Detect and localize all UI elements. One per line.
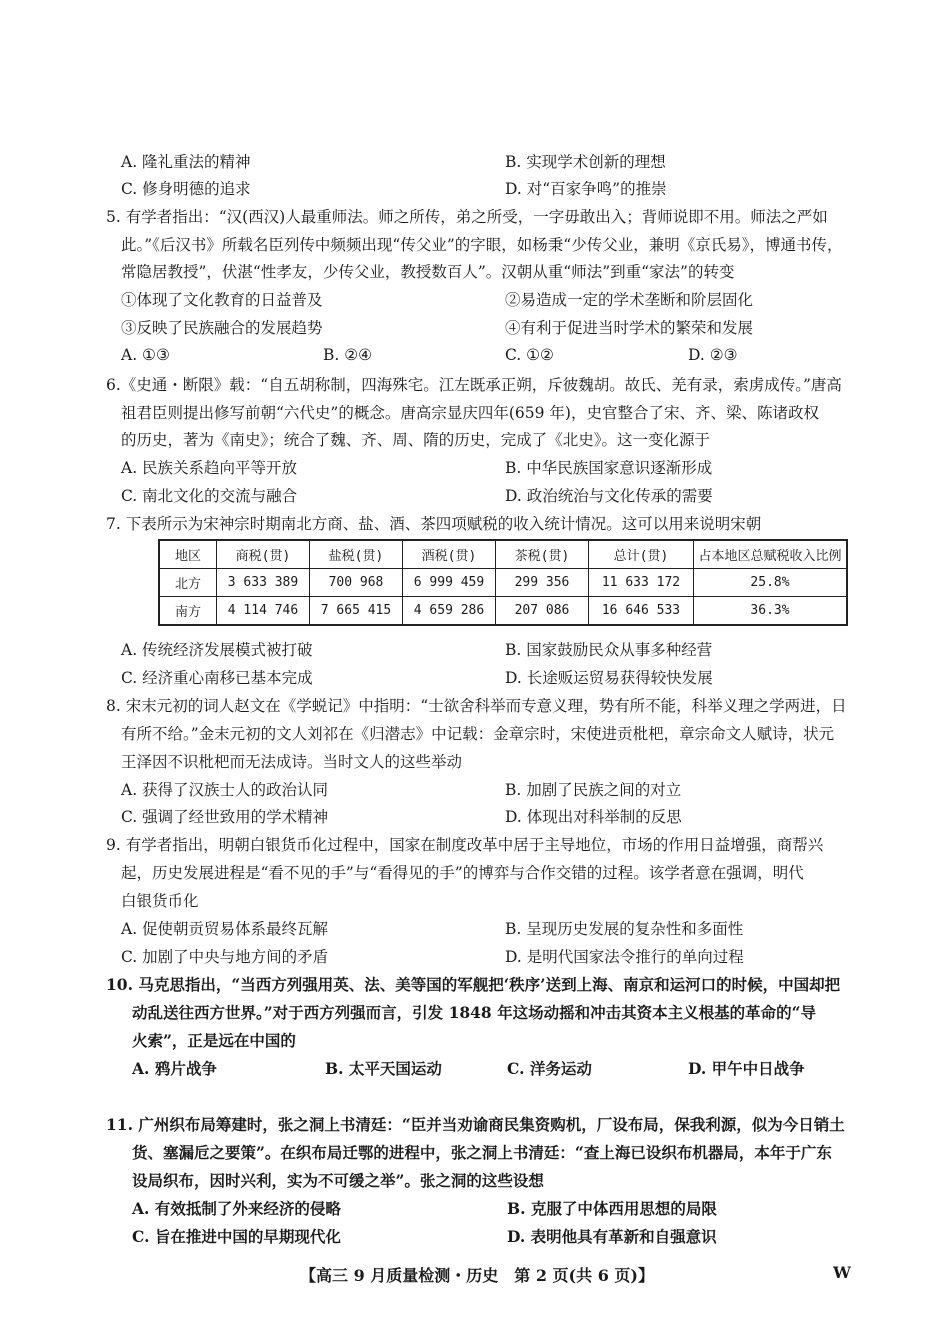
q7-option-b: B. 国家鼓励民众从事多种经营 <box>505 641 713 659</box>
q5-statement-4: ④有利于促进当时学术的繁荣和发展 <box>505 319 754 337</box>
q8-stem-line-1: 8. 宋末元初的词人赵文在《学蜕记》中指明：“士欲舍科举而专意义理，势有所不能，科举义理之学两进，日 <box>106 697 847 715</box>
q11-stem-line-1: 11. 广州织布局筹建时，张之洞上书清廷：“臣并当劝谕商民集资购机，厂设布局，保我利源，似为今日销土 <box>106 1115 845 1134</box>
q5-option-d: D. ②③ <box>688 346 738 364</box>
q6-option-b: B. 中华民族国家意识逐渐形成 <box>505 459 713 477</box>
q6-stem-line-2: 祖君臣则提出修写前朝“六代史”的概念。唐高宗显庆四年(659 年)，史官整合了宋、齐、梁、陈诸政权 <box>121 404 819 422</box>
q8-option-c: C. 强调了经世致用的学术精神 <box>121 808 329 826</box>
table-cell: 36.3% <box>694 597 848 626</box>
q5-stem-line-3: 常隐居教授”，伏湛“性孝友，少传父业，教授数百人”。汉朝从重“师法”到重“家法”的转变 <box>121 263 735 281</box>
table-header: 地区 <box>159 540 217 569</box>
q8-stem-line-2: 有所不给。”金末元初的文人刘祁在《归潜志》中记载：金章宗时，宋使进贡枇杷，章宗命文人赋诗，状元 <box>121 725 835 743</box>
q8-option-d: D. 体现出对科举制的反思 <box>505 808 682 826</box>
q11-option-d: D. 表明他具有革新和自强意识 <box>507 1227 717 1246</box>
q5-option-c: C. ①② <box>505 346 554 364</box>
table-header: 茶税(贯) <box>496 540 589 569</box>
table-header: 酒税(贯) <box>403 540 496 569</box>
q5-stem-line-1: 5. 有学者指出：“汉(西汉)人最重师法。师之所传，弟之所受，一字毋敢出入；背师说即不用。师法之严如 <box>106 208 828 226</box>
table-cell: 4 659 286 <box>403 597 496 626</box>
q10-stem-line-2: 动乱送往西方世界。”对于西方列强而言，引发 1848 年这场动摇和冲击其资本主义根基的革命的“导 <box>132 1003 817 1022</box>
q11-option-a: A. 有效抵制了外来经济的侵略 <box>132 1199 341 1218</box>
q10-option-a: A. 鸦片战争 <box>132 1059 217 1078</box>
q6-option-d: D. 政治统治与文化传承的需要 <box>505 487 713 505</box>
q11-option-b: B. 克服了中体西用思想的局限 <box>507 1199 717 1218</box>
q9-option-b: B. 呈现历史发展的复杂性和多面性 <box>505 920 744 938</box>
q10-stem-line-1: 10. 马克思指出，“当西方列强用英、法、美等国的军舰把‘秩序’送到上海、南京和运河口的时候，中国却把 <box>106 975 841 994</box>
q7-option-d: D. 长途贩运贸易获得较快发展 <box>505 669 713 687</box>
q6-option-a: A. 民族关系趋向平等开放 <box>121 459 298 477</box>
q9-option-d: D. 是明代国家法令推行的单向过程 <box>505 948 744 966</box>
tax-table <box>158 539 848 626</box>
q11-option-c: C. 旨在推进中国的早期现代化 <box>132 1227 341 1246</box>
q9-stem-line-1: 9. 有学者指出，明朝白银货币化过程中，国家在制度改革中居于主导地位，市场的作用日益增强，商帮兴 <box>106 836 824 854</box>
table-cell: 11 633 172 <box>589 569 694 597</box>
q11-stem-line-2: 货、塞漏卮之要策”。在织布局迁鄂的进程中，张之洞上书清廷：“查上海已设织布机器局，本年于广东 <box>132 1143 832 1162</box>
table-cell: 北方 <box>159 569 217 597</box>
q10-option-d: D. 甲午中日战争 <box>688 1059 805 1078</box>
q6-stem-line-3: 的历史，著为《南史》；统合了魏、齐、周、隋的历史，完成了《北史》。这一变化源于 <box>121 431 711 449</box>
table-cell: 16 646 533 <box>589 597 694 626</box>
q11-stem-line-3: 设局织布，因时兴利，实为不可缓之举”。张之洞的这些设想 <box>132 1171 544 1190</box>
q10-option-c: C. 洋务运动 <box>507 1059 592 1078</box>
q6-stem-line-1: 6.《史通・断限》载：“自五胡称制，四海殊宅。江左既承正朔，斥彼魏胡。故氏、羌有录，索虏成传。”唐高 <box>106 376 842 394</box>
q8-stem-line-3: 王泽因不识枇杷而无法成诗。当时文人的这些举动 <box>121 753 463 771</box>
q7-option-c: C. 经济重心南移已基本完成 <box>121 669 313 687</box>
footer-code: W <box>833 1263 851 1282</box>
table-cell: 南方 <box>159 597 217 626</box>
q4-option-c: C. 修身明德的追求 <box>121 180 251 198</box>
q10-stem-line-3: 火索”，正是远在中国的 <box>132 1031 296 1050</box>
table-header: 盐税(贯) <box>310 540 403 569</box>
table-cell: 299 356 <box>496 569 589 597</box>
q10-option-b: B. 太平天国运动 <box>325 1059 442 1078</box>
table-cell: 3 633 389 <box>217 569 310 597</box>
q4-option-b: B. 实现学术创新的理想 <box>505 153 666 171</box>
q5-statement-3: ③反映了民族融合的发展趋势 <box>121 319 323 337</box>
table-cell: 7 665 415 <box>310 597 403 626</box>
q5-option-a: A. ①③ <box>121 346 170 364</box>
table-cell: 700 968 <box>310 569 403 597</box>
table-cell: 25.8% <box>694 569 848 597</box>
q9-option-a: A. 促使朝贡贸易体系最终瓦解 <box>121 920 329 938</box>
table-header: 占本地区总赋税收入比例 <box>694 540 848 569</box>
q7-option-a: A. 传统经济发展模式被打破 <box>121 641 313 659</box>
q5-option-b: B. ②④ <box>323 346 373 364</box>
table-cell: 207 086 <box>496 597 589 626</box>
q7-stem-line-1: 7. 下表所示为宋神宗时期南北方商、盐、酒、茶四项赋税的收入统计情况。这可以用来说明宋朝 <box>106 515 762 533</box>
q4-option-a: A. 隆礼重法的精神 <box>121 153 251 171</box>
q5-stem-line-2: 此。”《后汉书》所载名臣列传中频频出现“传父业”的字眼，如杨秉“少传父业，兼明《京氏易》，博通书传， <box>121 236 843 254</box>
footer-title: 【高三 9 月质量检测・历史 第 2 页(共 6 页)】 <box>300 1266 654 1285</box>
table-row <box>159 597 847 626</box>
table-cell: 6 999 459 <box>403 569 496 597</box>
tax-table-header-row <box>159 540 847 569</box>
table-header: 总计(贯) <box>589 540 694 569</box>
q5-statement-2: ②易造成一定的学术垄断和阶层固化 <box>505 291 754 309</box>
q5-statement-1: ①体现了文化教育的日益普及 <box>121 291 323 309</box>
table-cell: 4 114 746 <box>217 597 310 626</box>
q9-stem-line-2: 起，历史发展进程是“看不见的手”与“看得见的手”的博弈与合作交错的过程。该学者意在强调，明代 <box>121 864 804 882</box>
q4-option-d: D. 对“百家争鸣”的推崇 <box>505 180 667 198</box>
table-header: 商税(贯) <box>217 540 310 569</box>
q9-option-c: C. 加剧了中央与地方间的矛盾 <box>121 948 329 966</box>
q8-option-a: A. 获得了汉族士人的政治认同 <box>121 781 329 799</box>
q9-stem-line-3: 白银货币化 <box>121 892 199 910</box>
table-row <box>159 569 847 597</box>
q6-option-c: C. 南北文化的交流与融合 <box>121 487 298 505</box>
q8-option-b: B. 加剧了民族之间的对立 <box>505 781 682 799</box>
